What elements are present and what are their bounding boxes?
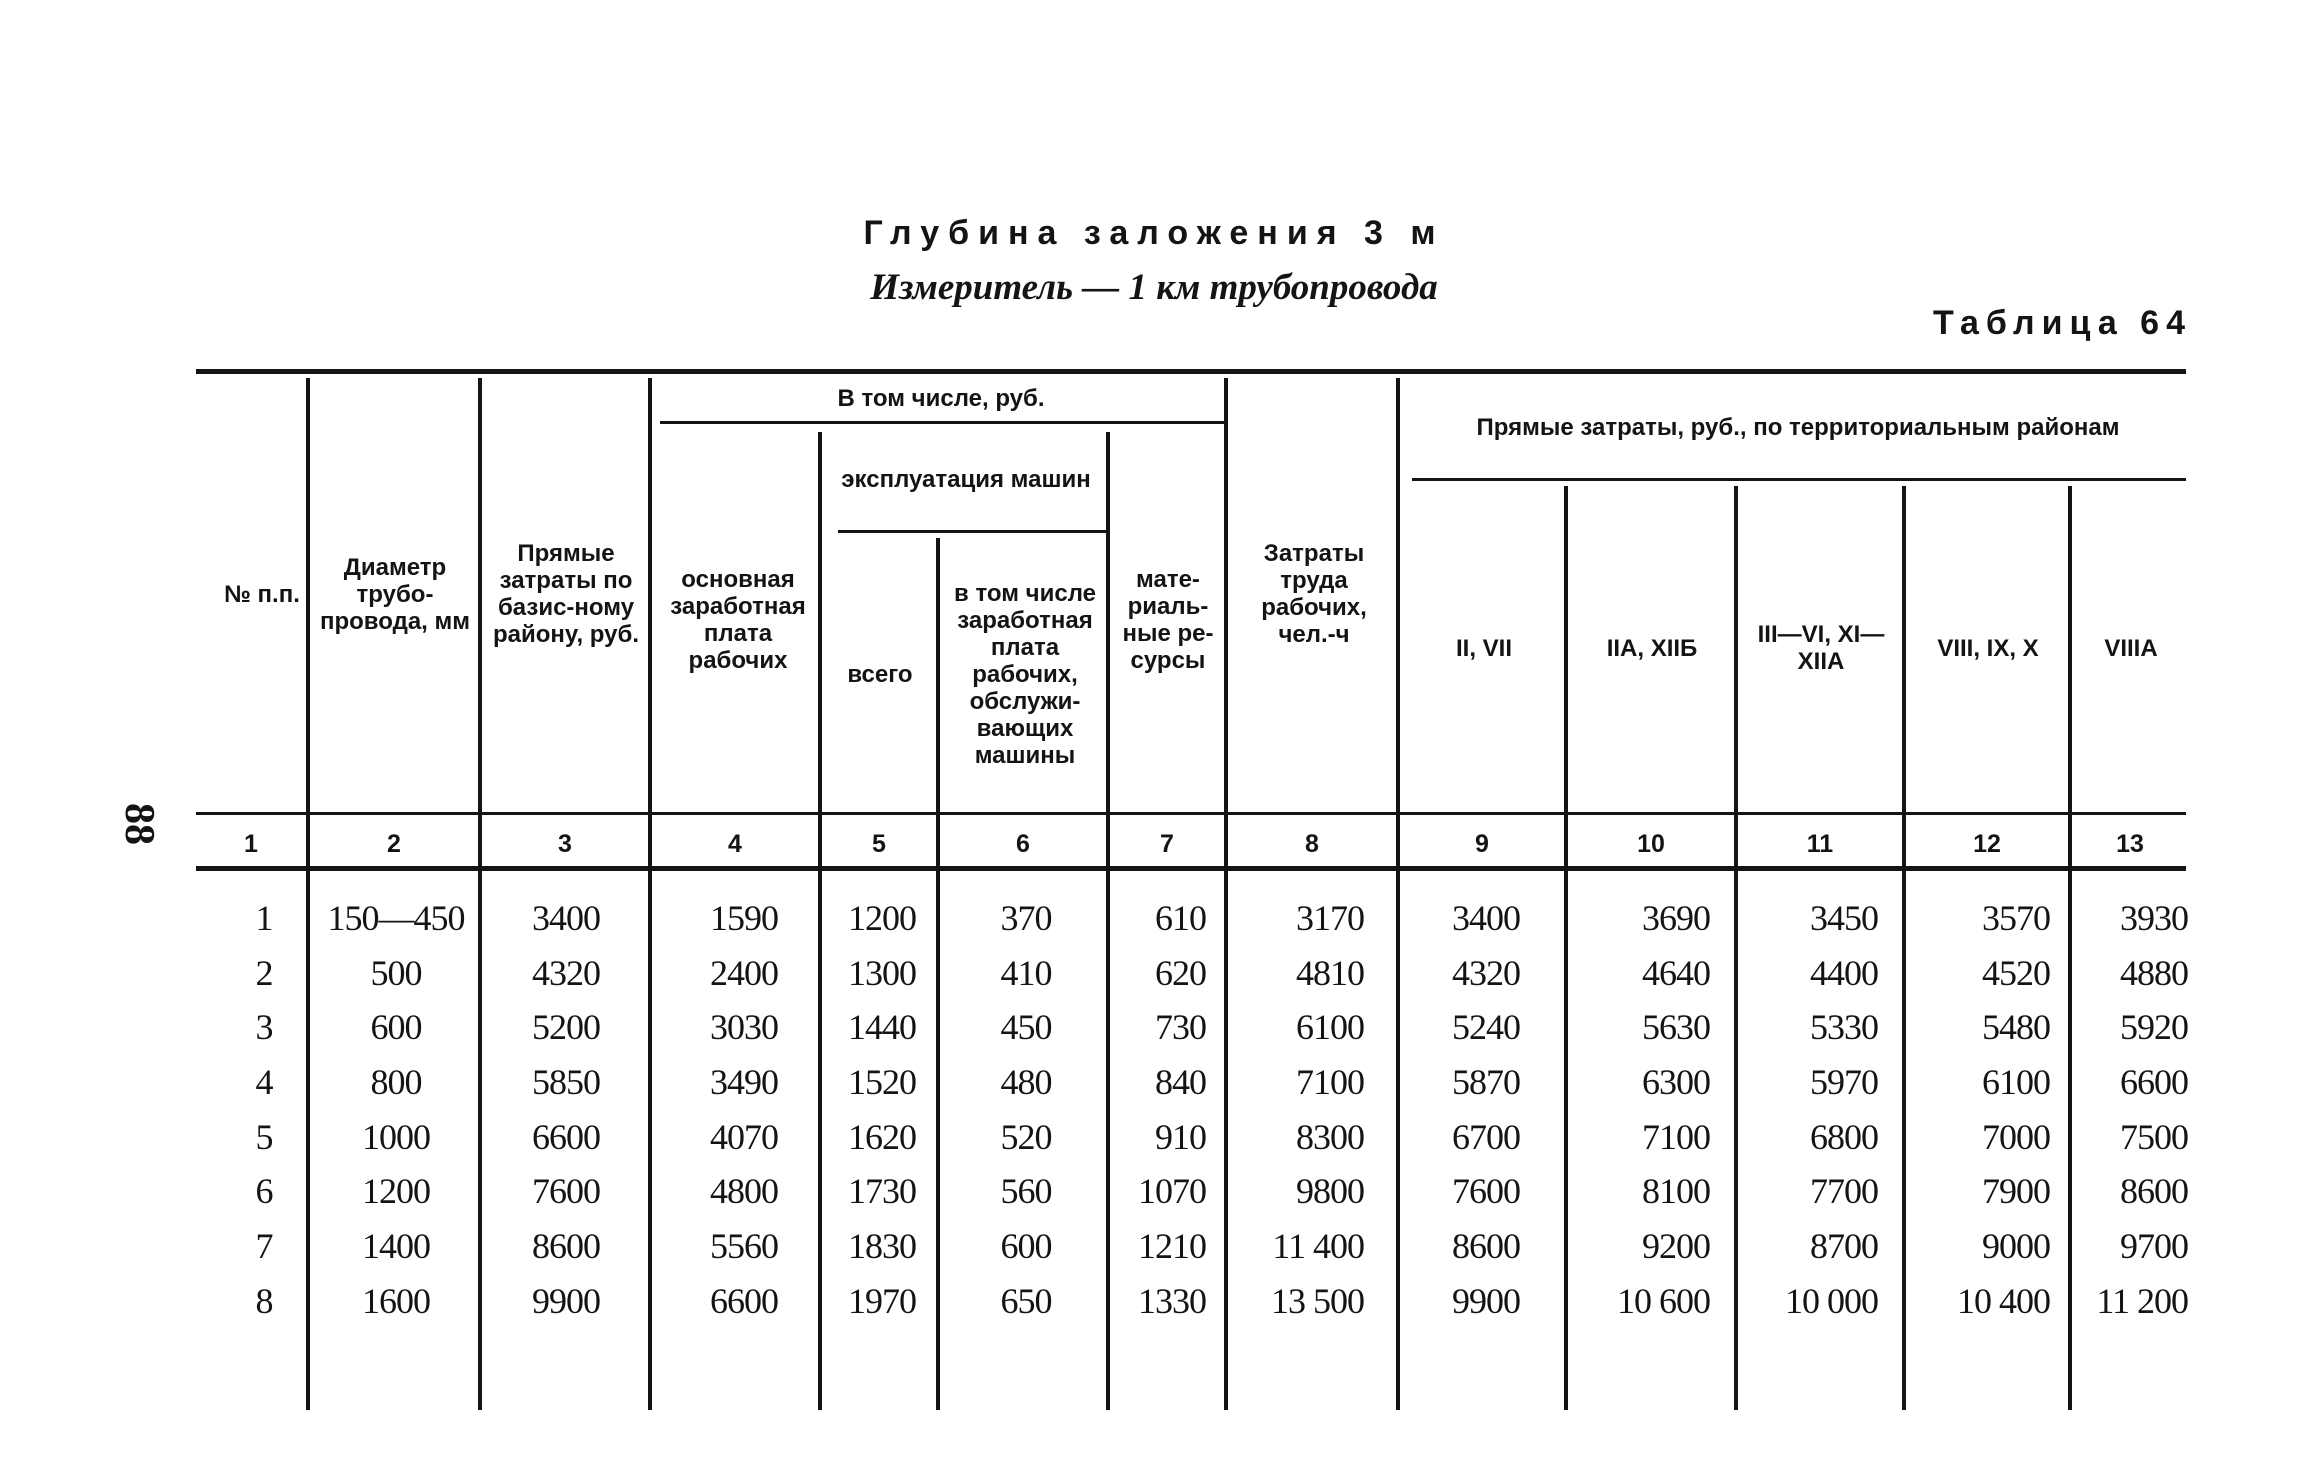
- header-labor-hours: Затраты труда рабочих, чел.-ч: [1261, 540, 1367, 648]
- table-cell: 910: [1155, 1117, 1206, 1157]
- header-materials: мате-риаль-ные ре-сурсы: [1122, 566, 1214, 674]
- table-cell: 6: [255, 1171, 273, 1211]
- header-machines-total: всего: [847, 660, 913, 688]
- column-number: 7: [1160, 830, 1174, 858]
- table-cell: 5920: [2120, 1007, 2188, 1047]
- table-cell: 3: [255, 1007, 273, 1047]
- header-group-including: В том числе, руб.: [837, 384, 1045, 412]
- table-cell: 6100: [1982, 1062, 2050, 1102]
- table-cell: 7: [255, 1226, 273, 1266]
- table-cell: 610: [1155, 898, 1206, 938]
- table-cell: 3030: [710, 1007, 778, 1047]
- table-cell: 7700: [1810, 1171, 1878, 1211]
- table-cell: 8700: [1810, 1226, 1878, 1266]
- table-cell: 13 500: [1271, 1281, 1364, 1321]
- table-cell: 9000: [1982, 1226, 2050, 1266]
- table-cell: 1400: [362, 1226, 430, 1266]
- table-cell: 1070: [1138, 1171, 1206, 1211]
- column-number: 9: [1475, 830, 1489, 858]
- page-number: 88: [116, 803, 162, 845]
- header-region-iia-xiib: IIА, XIIБ: [1606, 634, 1698, 662]
- table-cell: 5200: [532, 1007, 600, 1047]
- table-cell: 3690: [1642, 898, 1710, 938]
- table-cell: 7500: [2120, 1117, 2188, 1157]
- table-cell: 9800: [1296, 1171, 1364, 1211]
- table-cell: 5870: [1452, 1062, 1520, 1102]
- header-machines-wage: в том числе заработная плата рабочих, обслужи-вающих машины: [954, 579, 1096, 769]
- table-cell: 1590: [710, 898, 778, 938]
- table-cell: 6600: [710, 1281, 778, 1321]
- table-cell: 8: [255, 1281, 273, 1321]
- table-cell: 520: [1000, 1117, 1052, 1157]
- table-cell: 1830: [848, 1226, 916, 1266]
- table-cell: 9900: [1452, 1281, 1520, 1321]
- group-regions-rule: [1412, 478, 2186, 481]
- column-number: 3: [558, 830, 572, 858]
- table-cell: 11 400: [1272, 1226, 1364, 1266]
- column-number: 11: [1806, 830, 1834, 858]
- column-number: 4: [728, 830, 742, 858]
- table-cell: 6700: [1452, 1117, 1520, 1157]
- table-cell: 4070: [710, 1117, 778, 1157]
- table-cell: 7100: [1296, 1062, 1364, 1102]
- table-cell: 3490: [710, 1062, 778, 1102]
- table-cell: 6300: [1642, 1062, 1710, 1102]
- table-cell: 10 600: [1617, 1281, 1710, 1321]
- table-cell: 730: [1155, 1007, 1206, 1047]
- table-cell: 3450: [1810, 898, 1878, 938]
- table-cell: 1210: [1138, 1226, 1206, 1266]
- table-cell: 1200: [848, 898, 916, 938]
- table-cell: 8600: [1452, 1226, 1520, 1266]
- table-cell: 8100: [1642, 1171, 1710, 1211]
- table-cell: 650: [1000, 1281, 1052, 1321]
- column-number: 2: [387, 830, 401, 858]
- page-subtitle: Измеритель — 1 км трубопровода: [870, 267, 1438, 308]
- table-cell: 5970: [1810, 1062, 1878, 1102]
- table-cell: 500: [370, 953, 422, 993]
- header-group-regions: Прямые затраты, руб., по территориальным районам: [1476, 413, 2120, 441]
- table-cell: 10 000: [1785, 1281, 1878, 1321]
- table-cell: 9200: [1642, 1226, 1710, 1266]
- table-cell: 6600: [532, 1117, 600, 1157]
- table-cell: 2: [255, 953, 273, 993]
- table-cell: 1200: [362, 1171, 430, 1211]
- table-cell: 4640: [1642, 953, 1710, 993]
- table-cell: 3570: [1982, 898, 2050, 938]
- column-number: 13: [2116, 830, 2144, 858]
- header-region-ii-vii: II, VII: [1455, 634, 1512, 662]
- table-cell: 5: [255, 1117, 273, 1157]
- table-cell: 7900: [1982, 1171, 2050, 1211]
- table-cell: 7000: [1982, 1117, 2050, 1157]
- table-cell: 4810: [1296, 953, 1364, 993]
- table-cell: 1330: [1138, 1281, 1206, 1321]
- column-number: 6: [1016, 830, 1030, 858]
- header-region-iii-vi: III—VI, XI—XIIА: [1757, 621, 1885, 675]
- header-number: № п.п.: [224, 580, 300, 608]
- table-cell: 4: [255, 1062, 273, 1102]
- table-cell: 10 400: [1957, 1281, 2050, 1321]
- table-cell: 480: [1000, 1062, 1052, 1102]
- table-cell: 4400: [1810, 953, 1878, 993]
- column-divider: [2068, 486, 2072, 1410]
- table-cell: 620: [1155, 953, 1206, 993]
- header-region-viii-x: VIII, IX, X: [1937, 634, 2039, 662]
- table-cell: 1520: [848, 1062, 916, 1102]
- group-machines-rule: [838, 530, 1106, 533]
- table-cell: 6800: [1810, 1117, 1878, 1157]
- column-number: 1: [244, 830, 258, 858]
- table-cell: 8600: [532, 1226, 600, 1266]
- table-cell: 800: [370, 1062, 422, 1102]
- table-cell: 5240: [1452, 1007, 1520, 1047]
- table-cell: 9700: [2120, 1226, 2188, 1266]
- table-cell: 150—450: [327, 898, 465, 938]
- group-including-rule: [660, 421, 1226, 424]
- table-cell: 600: [370, 1007, 422, 1047]
- table-cell: 5560: [710, 1226, 778, 1266]
- table-cell: 1: [255, 898, 273, 938]
- table-cell: 2400: [710, 953, 778, 993]
- table-cell: 1300: [848, 953, 916, 993]
- column-divider: [1564, 486, 1568, 1410]
- table-cell: 5480: [1982, 1007, 2050, 1047]
- header-region-viiia: VIIIА: [2104, 634, 2158, 662]
- column-number: 8: [1305, 830, 1319, 858]
- table-cell: 4320: [1452, 953, 1520, 993]
- table-cell: 8600: [2120, 1171, 2188, 1211]
- table-cell: 6600: [2120, 1062, 2188, 1102]
- table-cell: 5850: [532, 1062, 600, 1102]
- table-cell: 1600: [362, 1281, 430, 1321]
- table-cell: 840: [1155, 1062, 1206, 1102]
- column-number: 5: [872, 830, 886, 858]
- table-cell: 7100: [1642, 1117, 1710, 1157]
- table-cell: 7600: [1452, 1171, 1520, 1211]
- header-direct-costs-base: Прямые затраты по базис-ному району, руб.: [493, 540, 639, 648]
- table-cell: 3400: [1452, 898, 1520, 938]
- table-cell: 1620: [848, 1117, 916, 1157]
- table-cell: 7600: [532, 1171, 600, 1211]
- header-bottom-rule: [196, 812, 2186, 815]
- table-cell: 3170: [1296, 898, 1364, 938]
- header-diameter: Диаметр трубо-провода, мм: [319, 553, 471, 635]
- table-cell: 1970: [848, 1281, 916, 1321]
- table-cell: 1440: [848, 1007, 916, 1047]
- table-cell: 560: [1000, 1171, 1052, 1211]
- table-cell: 1000: [362, 1117, 430, 1157]
- table-cell: 450: [1000, 1007, 1052, 1047]
- column-number: 12: [1973, 830, 2001, 858]
- table-top-rule: [196, 369, 2186, 374]
- table-cell: 3930: [2120, 898, 2188, 938]
- table-cell: 9900: [532, 1281, 600, 1321]
- column-numbers-rule: [196, 866, 2186, 871]
- page-title: Глубина заложения 3 м: [863, 214, 1445, 252]
- table-cell: 3400: [532, 898, 600, 938]
- table-cell: 1730: [848, 1171, 916, 1211]
- header-group-machines: эксплуатация машин: [841, 465, 1091, 493]
- table-cell: 4320: [532, 953, 600, 993]
- column-number: 10: [1637, 830, 1665, 858]
- table-cell: 370: [1000, 898, 1052, 938]
- table-cell: 5630: [1642, 1007, 1710, 1047]
- table-cell: 4800: [710, 1171, 778, 1211]
- table-cell: 5330: [1810, 1007, 1878, 1047]
- table-cell: 4880: [2120, 953, 2188, 993]
- table-cell: 11 200: [2096, 1281, 2188, 1321]
- table-cell: 4520: [1982, 953, 2050, 993]
- table-cell: 6100: [1296, 1007, 1364, 1047]
- header-base-wage: основная заработная плата рабочих: [670, 566, 806, 674]
- table-cell: 8300: [1296, 1117, 1364, 1157]
- table-cell: 410: [1000, 953, 1052, 993]
- table-cell: 600: [1000, 1226, 1052, 1266]
- table-label: Таблица 64: [1933, 304, 2192, 342]
